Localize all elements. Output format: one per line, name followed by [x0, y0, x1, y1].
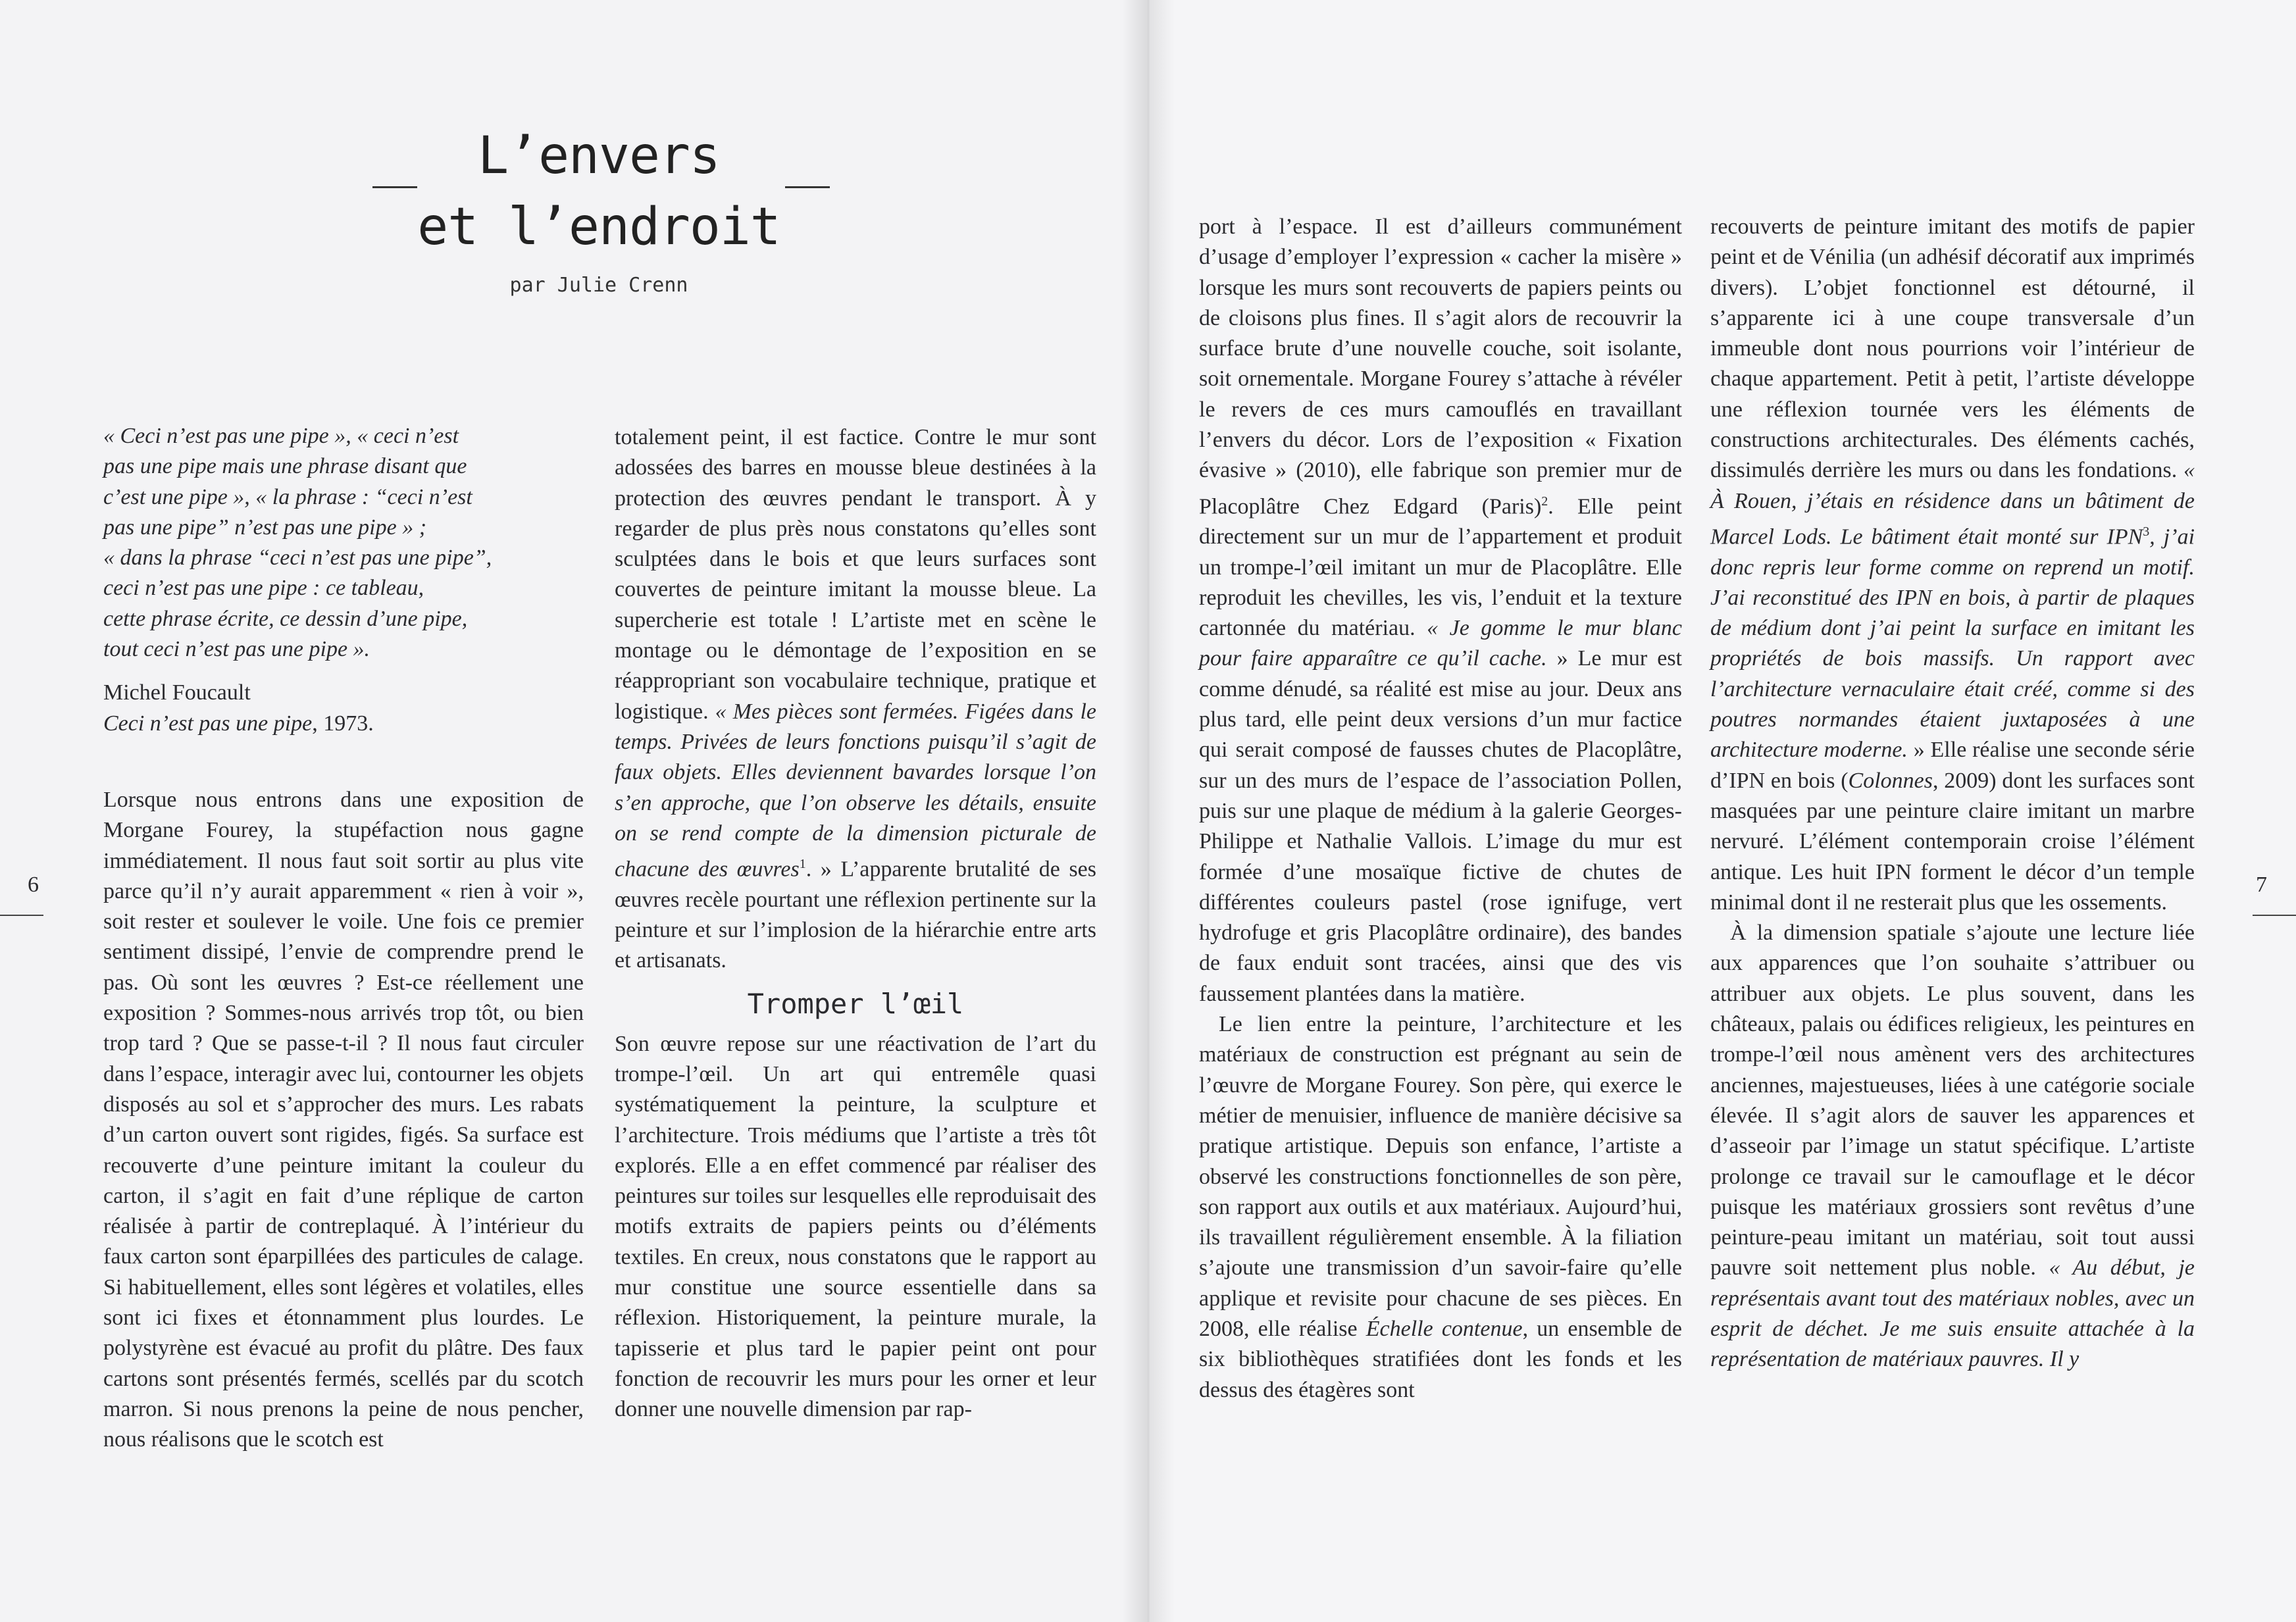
text-run: » Le mur est comme dénudé, sa réalité est mise au jour. Deux ans plus tard, elle peint deux versions d’un mur factice qui serait composé de fausses chutes de Placoplâtre, sur un des murs de l’espace de l’association Pollen, puis sur une plaque de médium à la galerie Georges-Philippe et Nathalie Vallois. L’image du mur est formée d’une mosaïque fictive de chutes de différentes couleurs pastel (rose ignifuge, vert hydrofuge et gris Placoplâtre ordinaire), des bandes de faux enduit sont tracées, ainsi que des vis faussement plantées dans la matière. — [1199, 646, 1682, 1006]
section-heading: Tromper l’œil — [747, 987, 964, 1020]
footnote-ref: 2 — [1541, 494, 1548, 509]
epigraph-line: tout ceci n’est pas une pipe ». — [103, 637, 370, 662]
footnote-ref: 3 — [2143, 524, 2150, 539]
column-3 — [1199, 212, 1682, 1406]
byline: par Julie Crenn — [509, 274, 688, 297]
text-run: Le lien entre la peinture, l’architecture et les matériaux de construction est prégnant au sein de l’œuvre de Morgane Fourey. Son père, qui exerce le métier de menuisier, influence de manière décisive sa pratique artistique. Depuis son enfance, l’artiste a observé les constructions fonctionnelles de son père, son rapport aux outils et aux matériaux. Aujourd’hui, ils travaillent régulièrement ensemble. À la filiation s’ajoute une transmission d’un savoir-faire qu’elle applique et revisite pour chacune de ses pièces. En 2008, elle réalise — [1199, 1012, 1682, 1342]
epigraph-attribution — [103, 678, 584, 739]
text-run: , 2009) dont les surfaces sont masquées par une peinture claire imitant un marbre nervuré. L’élément contemporain croise l’élément antique. Les huit IPN forment le décor d’un temple minimal dont il ne resterait plus que les ossements. — [1710, 768, 2195, 915]
epigraph-author: Michel Foucault — [103, 680, 251, 705]
column-2 — [615, 422, 1096, 1425]
text-run: recouverts de peinture imitant des motifs de papier peint et de Vénilia (un adhésif décoratif aux imprimés divers). L’objet fonctionnel est détourné, il s’apparente ici à une coupe transversale d’un immeuble dont nous pourrions voir l’intérieur de chaque appartement. Petit à petit, l’artiste développe une réflexion tournée vers les éléments de constructions architecturales. Des éléments cachés, dissimulés derrière les murs ou dans les fondations. — [1710, 215, 2195, 483]
epigraph-line: c’est une pipe », « la phrase : “ceci n’est — [103, 484, 472, 509]
epigraph-work: Ceci n’est pas une pipe — [103, 711, 313, 736]
artist-quote: « À Rouen, j’étais en résidence dans un bâtiment de Marcel Lods. Le bâtiment était monté sur IPN — [1710, 458, 2195, 549]
epigraph-line: cette phrase écrite, ce dessin d’une pipe, — [103, 606, 468, 631]
text-run: port à l’espace. Il est d’ailleurs communément d’usage d’employer l’expression « cacher la misère » lorsque les murs sont recouverts de papiers peints ou de cloisons plus fines. Il s’agit alors de recouvrir la surface brute d’une nouvelle couche, soit isolante, soit ornementale. Morgane Fourey s’attache à révéler le revers de ces murs camouflés en travaillant l’envers du décor. Lors de l’exposition « Fixation évasive » (2010), elle fabrique son premier mur de Placoplâtre Chez Edgard (Paris) — [1199, 215, 1682, 519]
work-title: Colonnes — [1848, 768, 1933, 793]
paragraph — [1199, 212, 1682, 1009]
epigraph — [103, 421, 584, 739]
epigraph-year: , 1973. — [312, 711, 374, 736]
page-number-rule-right — [2253, 915, 2296, 916]
paragraph: Lorsque nous entrons dans une exposition de Morgane Fourey, la stupéfaction nous gagne immédiatement. Il nous faut soit sortir au plus vite parce qu’il n’y aurait apparemment « rien à voir », soit rester et soulever le voile. Une fois ce premier sentiment dissipé, l’envie de comprendre prend le pas. Où sont les œuvres ? Est-ce réellement une exposition ? Sommes-nous arrivés trop tôt, ou bien trop tard ? Que se passe-t-il ? Il nous faut circuler dans l’espace, interagir avec lui, contourner les objets disposés au sol et s’approcher des murs. Les rabats d’un carton ouvert sont rigides, figés. Sa surface est recouverte d’une peinture imitant la couleur du carton, il s’agit en fait d’une réplique de carton réalisée à partir de contreplaqué. À l’intérieur du faux carton sont éparpillées des particules de calage. Si habituellement, elles sont légères et volatiles, elles sont ici fixes et étonnamment plus lourdes. Le polystyrène est évacué au profit du plâtre. Des faux cartons sont présentés fermés, scellés par du scotch marron. Si nous prenons la peine de nous pencher, nous réalisons que le scotch est — [103, 788, 584, 1452]
work-title: Échelle contenue — [1365, 1317, 1523, 1342]
column-4 — [1710, 212, 2195, 1375]
epigraph-line: pas une pipe mais une phrase disant que — [103, 454, 467, 479]
text-run: » Elle réalise une seconde série d’IPN en bois ( — [1710, 738, 2195, 793]
text-run: . » L’apparente brutalité de ses œuvres recèle pourtant une réflexion pertinente sur la peinture et sur l’implosion de la hiérarchie entre arts et artisanats. — [615, 857, 1096, 973]
artist-quote: « Au début, je représentais avant tout des matériaux nobles, avec un esprit de déchet. Je me suis ensuite attachée à la représentation de matériaux pauvres. Il y — [1710, 1255, 2195, 1372]
text-run: À la dimension spatiale s’ajoute une lecture liée aux apparences que l’on souhaite s’attribuer ou attribuer aux objets. Le plus souvent, dans les châteaux, palais ou édifices religieux, les peintures en trompe-l’œil nous amènent vers des architectures anciennes, majestueuses, liées à une catégorie sociale élevée. Il s’agit alors de sauver les apparences et d’asseoir par l’image un statut spécifique. L’artiste prolonge ce travail sur le camouflage et le décor puisque les matériaux grossiers sont revêtus d’une peinture-peau imitant un matériau, soit tout aussi pauvre soit nettement plus noble. — [1710, 921, 2195, 1280]
paragraph: Son œuvre repose sur une réactivation de l’art du trompe-l’œil. Un art qui entremêle quasi systématiquement la peinture, la sculpture et l’architecture. Trois médiums que l’artiste a très tôt explorés. Elle a en effet commencé par réaliser des peintures sur toiles sur lesquelles elle reproduisait des motifs extraits de papiers peints ou d’éléments textiles. En creux, nous constatons que le rapport au mur constitue une source essentielle dans sa réflexion. Historiquement, la peinture murale, la tapisserie et plus tard le papier peint ont pour fonction de recouvrir les murs pour les orner et leur donner une nouvelle dimension par rap- — [615, 1031, 1096, 1422]
title-line-1: L’envers — [478, 126, 720, 186]
text-run: totalement peint, il est factice. Contre le mur sont adossées des barres en mousse bleue destinées à la protection des œuvres pendant le transport. À y regarder de plus près nous constatons qu’elles sont sculptées dans le bois et que leurs surfaces sont couvertes de peinture imitant la mousse bleue. La supercherie est totale ! L’artiste met en scène le montage ou le démontage de l’exposition en se réappropriant son vocabulaire technique, pratique et logistique. — [615, 425, 1096, 724]
footnote-ref: 1 — [799, 857, 806, 872]
artist-quote: « Mes pièces sont fermées. Figées dans le temps. Privées de leurs fonctions puisqu’il s’agit de faux objets. Elles deviennent bavardes lorsque l’on s’en approche, que l’on observe les détails, ensuite on se rend compte de la dimension picturale de chacune des œuvres — [615, 699, 1096, 882]
paragraph — [1710, 212, 2195, 918]
epigraph-line: pas une pipe” n’est pas une pipe » ; — [103, 515, 427, 540]
artist-quote: , j’ai donc repris leur forme comme on reprend un motif. J’ai reconstitué des IPN en bois, à partir de plaques de médium dont j’ai peint la surface en imitant les propriétés de bois massifs. Un rapport avec l’architecture vernaculaire était créé, comme si des poutres normandes étaient juxtaposées à une architecture moderne. — [1710, 524, 2195, 763]
book-gutter — [1122, 0, 1175, 1622]
article-title — [369, 120, 829, 263]
epigraph-line: ceci n’est pas une pipe : ce tableau, — [103, 576, 424, 601]
page-number-rule-left — [0, 915, 43, 916]
paragraph — [1710, 918, 2195, 1375]
paragraph — [615, 422, 1096, 976]
artist-quote: « Je gomme le mur blanc pour faire apparaître ce qu’il cache. — [1199, 616, 1682, 671]
column-1 — [103, 785, 584, 1456]
epigraph-line: « Ceci n’est pas une pipe », « ceci n’est — [103, 424, 459, 448]
page-number-left: 6 — [28, 873, 39, 897]
title-line-2: et l’endroit — [417, 197, 780, 257]
right-page — [1148, 0, 2296, 1622]
page-number-right: 7 — [2256, 873, 2267, 897]
text-run: . Elle peint directement sur un mur de l’appartement et produit un trompe-l’œil imitant un mur de Placoplâtre. Elle reproduit les chevilles, les vis, l’enduit et la texture cartonnée du matériau. — [1199, 494, 1682, 641]
epigraph-source — [103, 709, 584, 739]
epigraph-line: « dans la phrase “ceci n’est pas une pipe”, — [103, 545, 492, 570]
text-run: , un ensemble de six bibliothèques stratifiées dont les fonds et les dessus des étagères sont — [1199, 1317, 1682, 1402]
paragraph — [1199, 1009, 1682, 1406]
